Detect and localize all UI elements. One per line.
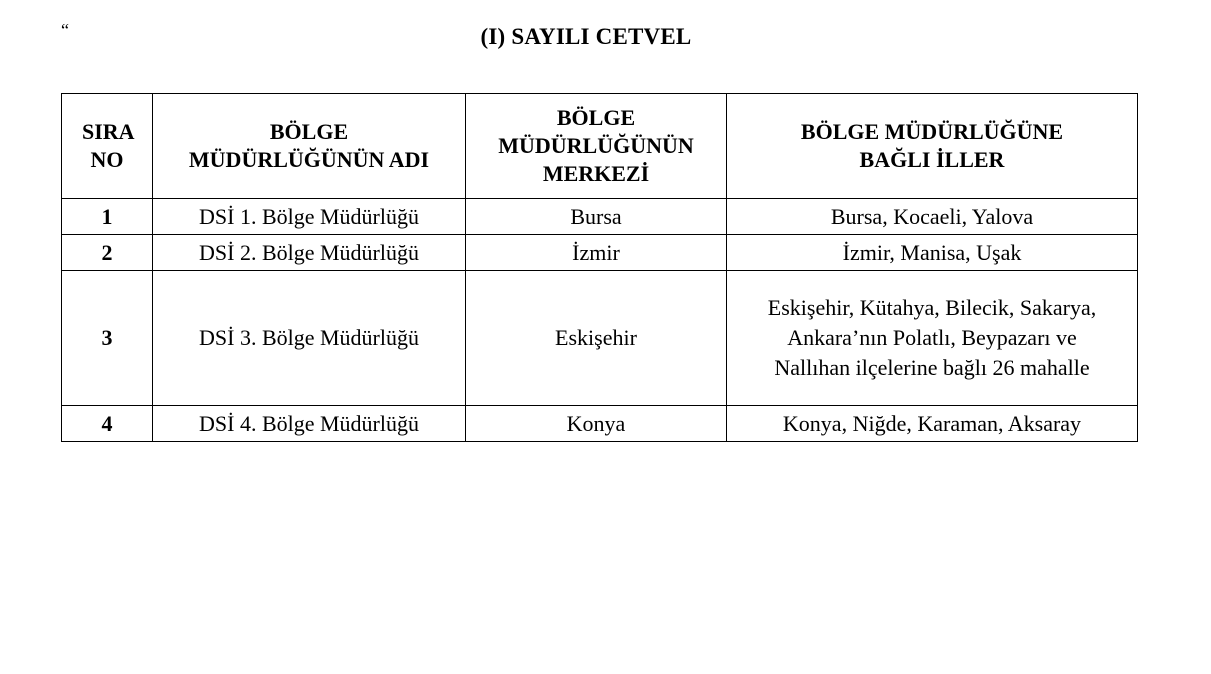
cell-mudurluk-adi: DSİ 3. Bölge Müdürlüğü [153, 271, 466, 406]
regional-directorates-table [61, 93, 1138, 442]
table-row [62, 235, 1138, 271]
page-title: (I) SAYILI CETVEL [480, 24, 692, 49]
table-header-row [62, 94, 1138, 199]
table-row [62, 271, 1138, 406]
cell-bagli-iller: Eskişehir, Kütahya, Bilecik, Sakarya, Ankara’nın Polatlı, Beypazarı ve Nallıhan ilçelerine bağlı 26 mahalle [727, 271, 1138, 406]
cell-mudurluk-adi: DSİ 2. Bölge Müdürlüğü [153, 235, 466, 271]
cell-mudurluk-adi: DSİ 1. Bölge Müdürlüğü [153, 199, 466, 235]
cell-mudurluk-merkezi: Bursa [466, 199, 727, 235]
cell-mudurluk-adi: DSİ 4. Bölge Müdürlüğü [153, 406, 466, 442]
cell-mudurluk-merkezi: Eskişehir [466, 271, 727, 406]
cell-bagli-iller: Bursa, Kocaeli, Yalova [727, 199, 1138, 235]
cell-sira-no: 1 [62, 199, 153, 235]
opening-quote-mark: “ [61, 20, 69, 40]
cell-mudurluk-merkezi: Konya [466, 406, 727, 442]
cell-bagli-iller: Konya, Niğde, Karaman, Aksaray [727, 406, 1138, 442]
header-sira-no: SIRA NO [62, 94, 153, 199]
header-mudurluk-merkezi: BÖLGE MÜDÜRLÜĞÜNÜN MERKEZİ [466, 94, 727, 199]
cell-sira-no: 2 [62, 235, 153, 271]
table-row [62, 199, 1138, 235]
cell-sira-no: 3 [62, 271, 153, 406]
cell-sira-no: 4 [62, 406, 153, 442]
header-bagli-iller: BÖLGE MÜDÜRLÜĞÜNE BAĞLI İLLER [727, 94, 1138, 199]
header-mudurluk-adi: BÖLGE MÜDÜRLÜĞÜNÜN ADI [153, 94, 466, 199]
cell-bagli-iller: İzmir, Manisa, Uşak [727, 235, 1138, 271]
table-row [62, 406, 1138, 442]
cell-mudurluk-merkezi: İzmir [466, 235, 727, 271]
